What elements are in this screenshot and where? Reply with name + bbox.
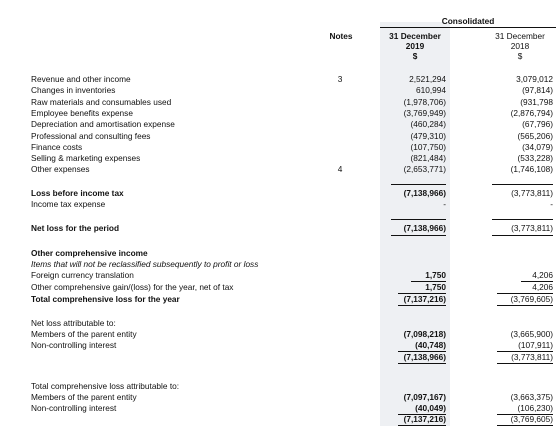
- net-loss-rule-top-py: [492, 219, 553, 220]
- tcl-attr-total-cy: (7,137,216): [403, 414, 446, 424]
- tcla-rule-bottom-py: [497, 425, 553, 426]
- oci-other-cy: 1,750: [425, 282, 446, 292]
- prior-col-date: 31 December: [495, 31, 545, 41]
- subtotal-rule-py: [492, 184, 553, 185]
- income-row-cy: (3,769,949): [403, 108, 446, 118]
- current-col-date: 31 December: [389, 31, 441, 41]
- loss-before-tax-label: Loss before income tax: [31, 188, 124, 198]
- current-col-currency: $: [412, 51, 418, 61]
- income-row-py: (34,079): [522, 142, 553, 152]
- tcla-rule-bottom-cy: [398, 425, 446, 426]
- income-row-note: 3: [337, 74, 343, 84]
- income-row-cy: (107,750): [410, 142, 446, 152]
- net-loss-rule-bottom-py: [492, 235, 553, 236]
- income-row-py: 3,079,012: [516, 74, 553, 84]
- income-tax-label: Income tax expense: [31, 199, 106, 209]
- income-row-label: Raw materials and consumables used: [31, 97, 172, 107]
- income-row-cy: (2,653,771): [403, 164, 446, 174]
- fx-translation-cy: 1,750: [425, 270, 446, 280]
- net-loss-attr-total-cy: (7,138,966): [403, 352, 446, 362]
- tcl-attr-nci-label: Non-controlling interest: [31, 403, 117, 413]
- net-loss-attr-parent-py: (3,665,900): [510, 329, 553, 339]
- income-row-label: Changes in inventories: [31, 85, 116, 95]
- tcl-cy: (7,137,216): [403, 294, 446, 304]
- net-loss-attr-nci-cy: (40,748): [415, 340, 446, 350]
- net-loss-attr-parent-label: Members of the parent entity: [31, 329, 137, 339]
- prior-col-year: 2018: [510, 41, 530, 51]
- tcl-attr-parent-cy: (7,097,167): [403, 392, 446, 402]
- income-row-cy: 610,994: [416, 85, 446, 95]
- tcl-py: (3,769,605): [510, 294, 553, 304]
- income-tax-cy: -: [443, 199, 446, 209]
- prior-col-currency: $: [517, 51, 523, 61]
- income-row-label: Revenue and other income: [31, 74, 131, 84]
- income-row-cy: (479,310): [410, 131, 446, 141]
- income-row-label: Employee benefits expense: [31, 108, 133, 118]
- income-row-cy: (460,284): [410, 119, 446, 129]
- income-row-label: Finance costs: [31, 142, 83, 152]
- oci-title: Other comprehensive income: [31, 248, 148, 258]
- income-row-py: (2,876,794): [510, 108, 553, 118]
- oci-subtitle: Items that will not be reclassified subsequently to profit or loss: [31, 259, 259, 269]
- income-row-py: (1,746,108): [510, 164, 553, 174]
- net-loss-label: Net loss for the period: [31, 223, 120, 233]
- tcl-label: Total comprehensive loss for the year: [31, 294, 180, 304]
- tcl-attr-parent-label: Members of the parent entity: [31, 392, 137, 402]
- tcl-rule-bottom-cy: [398, 305, 446, 306]
- income-row-label: Selling & marketing expenses: [31, 153, 141, 163]
- net-loss-attr-nci-label: Non-controlling interest: [31, 340, 117, 350]
- loss-before-tax-py: (3,773,811): [511, 188, 553, 198]
- notes-heading: Notes: [329, 31, 353, 41]
- income-row-cy: 2,521,294: [409, 74, 446, 84]
- tcl-attr-parent-py: (3,663,375): [510, 392, 553, 402]
- net-loss-py: (3,773,811): [511, 223, 553, 233]
- net-loss-attr-title: Net loss attributable to:: [31, 318, 116, 328]
- loss-before-tax-cy: (7,138,966): [403, 188, 446, 198]
- income-row-py: (97,814): [522, 85, 553, 95]
- income-row-py: (565,206): [517, 131, 553, 141]
- tcl-attr-title: Total comprehensive loss attributable to:: [31, 381, 180, 391]
- income-row-label: Depreciation and amortisation expense: [31, 119, 175, 129]
- fx-translation-py: 4,206: [532, 270, 553, 280]
- income-row-label: Professional and consulting fees: [31, 131, 151, 141]
- nla-rule-bottom-cy: [398, 363, 446, 364]
- oci-other-label: Other comprehensive gain/(loss) for the year, net of tax: [31, 282, 234, 292]
- consolidated-heading: Consolidated: [441, 16, 495, 26]
- fx-translation-label: Foreign currency translation: [31, 270, 134, 280]
- income-row-label: Other expenses: [31, 164, 90, 174]
- oci-other-py: 4,206: [532, 282, 553, 292]
- header-rule: [380, 27, 556, 28]
- income-row-py: (67,796): [522, 119, 553, 129]
- income-row-note: 4: [337, 164, 343, 174]
- tcl-attr-nci-py: (106,230): [517, 403, 553, 413]
- income-row-cy: (1,978,706): [403, 97, 446, 107]
- net-loss-rule-bottom-cy: [391, 235, 446, 236]
- net-loss-cy: (7,138,966): [403, 223, 446, 233]
- net-loss-attr-parent-cy: (7,098,218): [403, 329, 446, 339]
- net-loss-rule-top-cy: [391, 219, 446, 220]
- income-row-cy: (821,484): [410, 153, 446, 163]
- income-row-py: (931,798: [520, 97, 553, 107]
- tcl-attr-nci-cy: (40,049): [415, 403, 446, 413]
- current-col-year: 2019: [405, 41, 425, 51]
- tcl-rule-bottom-py: [497, 305, 553, 306]
- subtotal-rule-cy: [391, 184, 446, 185]
- net-loss-attr-total-py: (3,773,811): [511, 352, 553, 362]
- income-tax-py: -: [550, 199, 553, 209]
- tcl-attr-total-py: (3,769,605): [510, 414, 553, 424]
- net-loss-attr-nci-py: (107,911): [518, 340, 553, 350]
- nla-rule-bottom-py: [497, 363, 553, 364]
- income-row-py: (533,228): [517, 153, 553, 163]
